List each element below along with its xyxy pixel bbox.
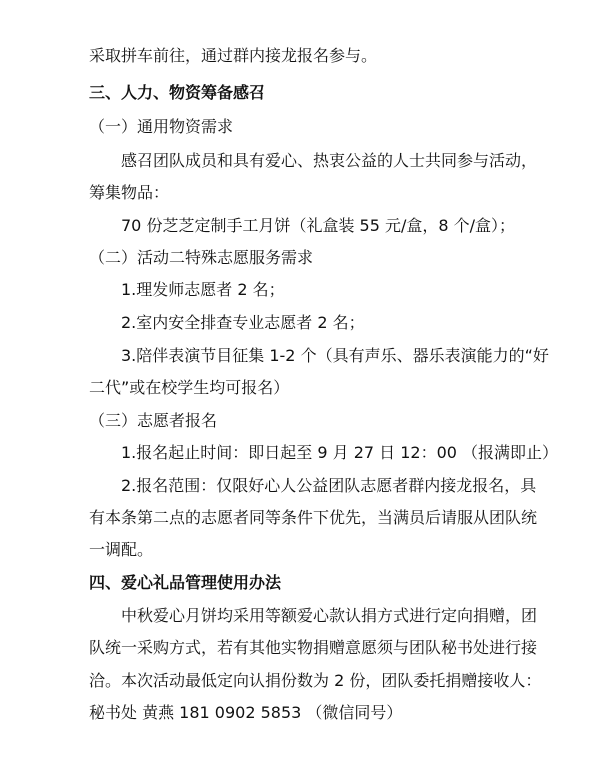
contact-line: 秘书处 黄燕 181 0902 5853 （微信同号）	[89, 703, 403, 722]
paragraph-line: 筹集物品：	[89, 183, 170, 202]
list-item: 1.理发师志愿者 2 名；	[121, 280, 285, 299]
paragraph-line: 中秋爱心月饼均采用等额爱心款认捐方式进行定向捐赠，团	[121, 606, 538, 625]
paragraph-line: 感召团队成员和具有爱心、热衷公益的人士共同参与活动，	[121, 151, 538, 170]
list-item-continuation: 二代”或在校学生均可报名）	[89, 378, 290, 397]
paragraph-line: 队统一采购方式，若有其他实物捐赠意愿须与团队秘书处进行接	[89, 638, 538, 657]
subsection-heading-3-1: （一）通用物资需求	[89, 117, 234, 136]
list-item: 3.陪伴表演节目征集 1-2 个（具有声乐、器乐表演能力的“好	[121, 346, 549, 365]
list-item: 2.报名范围：仅限好心人公益团队志愿者群内接龙报名，具	[121, 476, 537, 495]
paragraph-line: 洽。本次活动最低定向认捐份数为 2 份，团队委托捐赠接收人：	[89, 671, 542, 690]
list-item-continuation: 一调配。	[89, 540, 154, 559]
subsection-heading-3-2: （二）活动二特殊志愿服务需求	[89, 248, 314, 267]
list-item: 1.报名起止时间：即日起至 9 月 27 日 12：00 （报满即止）	[121, 443, 559, 462]
paragraph-line: 采取拼车前往，通过群内接龙报名参与。	[89, 46, 378, 65]
section-heading-4: 四、爱心礼品管理使用办法	[89, 573, 282, 592]
list-item: 2.室内安全排查专业志愿者 2 名；	[121, 313, 365, 332]
list-item: 70 份芝芝定制手工月饼（礼盒装 55 元/盒，8 个/盒）；	[121, 216, 516, 235]
subsection-heading-3-3: （三）志愿者报名	[89, 411, 218, 430]
section-heading-3: 三、人力、物资筹备感召	[89, 83, 266, 102]
list-item-continuation: 有本条第二点的志愿者同等条件下优先，当满员后请服从团队统	[89, 508, 538, 527]
